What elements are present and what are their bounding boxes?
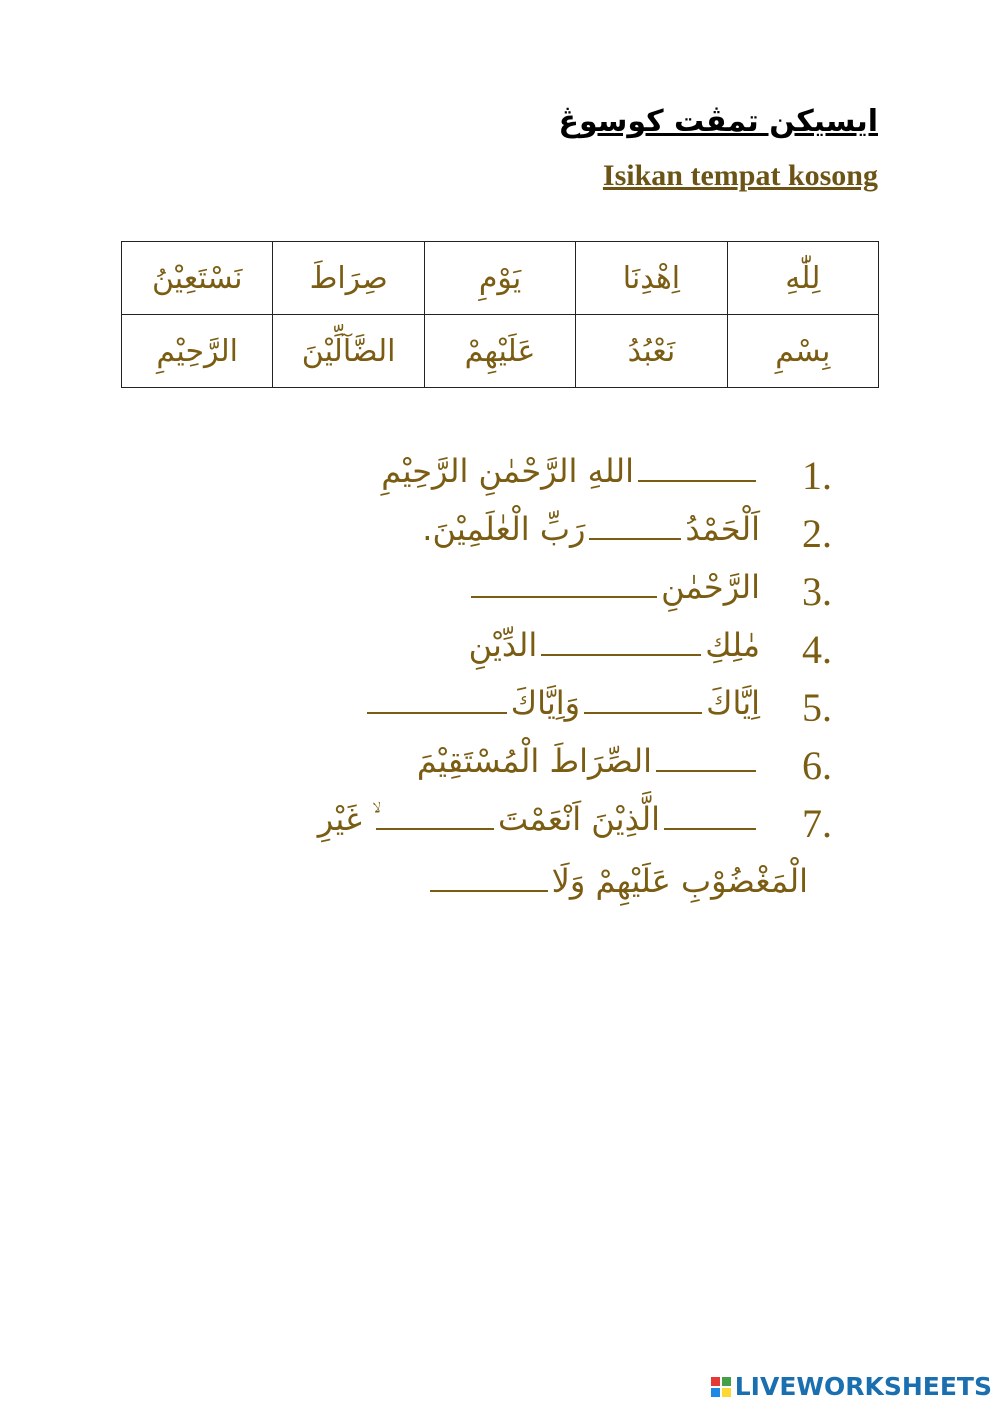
question-number: 1.: [802, 453, 832, 498]
word-bank-cell: اِهْدِنَا: [576, 242, 727, 315]
answer-blank[interactable]: [376, 798, 494, 830]
question-after: اللهِ الرَّحْمٰنِ الرَّحِيْمِ: [381, 452, 634, 490]
question-before: اِيَّاكَ: [706, 684, 760, 722]
question-item: [250, 562, 850, 620]
question-after: رَبِّ الْعٰلَمِيْنَ.: [422, 510, 586, 548]
word-bank-cell: بِسْمِ: [727, 315, 878, 388]
answer-blank[interactable]: [664, 798, 756, 830]
question-text: [467, 566, 760, 606]
word-bank-row: [122, 315, 879, 388]
question-cont-text: الْمَغْضُوْبِ عَلَيْهِمْ وَلَا: [551, 862, 808, 900]
question-item: [250, 678, 850, 736]
word-bank-cell: لِلّٰهِ: [727, 242, 878, 315]
question-text: [469, 624, 760, 664]
question-text: [381, 450, 760, 490]
question-before: الرَّحْمٰنِ: [661, 568, 760, 606]
question-number: 5.: [802, 685, 832, 730]
question-middle: وَاِيَّاكَ: [510, 684, 581, 722]
answer-blank[interactable]: [589, 508, 681, 540]
question-number: 4.: [802, 627, 832, 672]
question-text: [417, 740, 760, 780]
word-bank-cell: صِرَاطَ: [273, 242, 424, 315]
question-before: مٰلِكِ: [705, 626, 760, 664]
question-middle: الَّذِيْنَ اَنْعَمْتَ: [497, 800, 660, 838]
logo-icon: [711, 1377, 731, 1397]
question-before: اَلْحَمْدُ: [685, 510, 760, 548]
answer-blank[interactable]: [584, 682, 702, 714]
logo-text: LIVEWORKSHEETS: [734, 1372, 992, 1401]
question-item: [250, 446, 850, 504]
question-after: ۙ غَيْرِ: [317, 800, 372, 838]
title-jawi: ايسيكن تمڤت كوسوڠ: [558, 104, 878, 139]
answer-blank[interactable]: [541, 624, 701, 656]
word-bank-cell: عَلَيْهِمْ: [424, 315, 575, 388]
question-number: 3.: [802, 569, 832, 614]
question-item: [250, 736, 850, 794]
question-item: [250, 504, 850, 562]
question-number: 6.: [802, 743, 832, 788]
question-text: [318, 798, 760, 839]
question-after: الصِّرَاطَ الْمُسْتَقِيْمَ: [416, 742, 652, 780]
word-bank-cell: الرَّحِيْمِ: [122, 315, 273, 388]
word-bank-row: [122, 242, 879, 315]
word-bank-cell: يَوْمِ: [424, 242, 575, 315]
question-item: [250, 794, 850, 852]
answer-blank[interactable]: [367, 682, 507, 714]
answer-blank[interactable]: [656, 740, 756, 772]
word-bank-cell: الضَّآلِّيْنَ: [273, 315, 424, 388]
question-number: 7.: [802, 801, 832, 846]
word-bank-table: [121, 241, 879, 388]
word-bank-cell: نَعْبُدُ: [576, 315, 727, 388]
answer-blank[interactable]: [430, 860, 548, 892]
question-text: [422, 508, 760, 548]
question-number: 2.: [802, 511, 832, 556]
question-text: [363, 682, 760, 722]
liveworksheets-logo: [711, 1372, 992, 1401]
word-bank-cell: نَسْتَعِيْنُ: [122, 242, 273, 315]
answer-blank[interactable]: [471, 566, 657, 598]
question-7-continuation: [426, 860, 808, 900]
question-item: [250, 620, 850, 678]
answer-blank[interactable]: [638, 450, 756, 482]
question-list: [250, 446, 850, 852]
title-malay: Isikan tempat kosong: [602, 159, 878, 192]
question-after: الدِّيْنِ: [468, 626, 538, 664]
